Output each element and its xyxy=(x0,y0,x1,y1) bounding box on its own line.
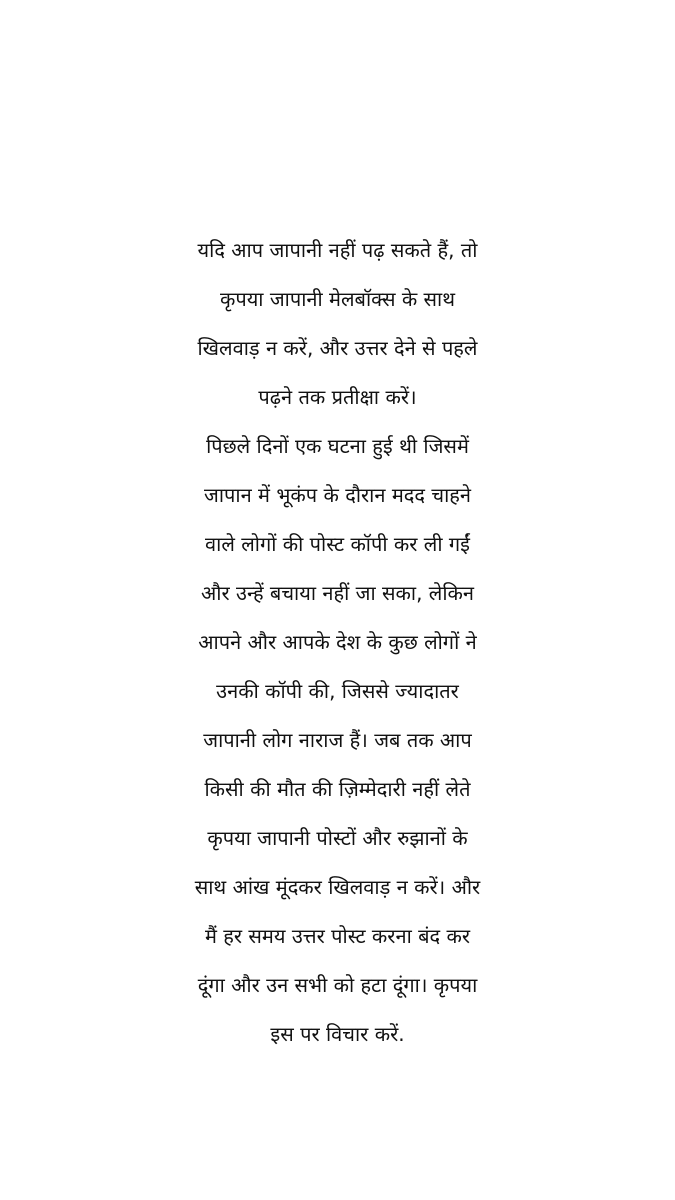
text-line: जापान में भूकंप के दौरान मदद चाहने xyxy=(204,483,471,507)
text-line: खिलवाड़ न करें, और उत्तर देने से पहले xyxy=(197,336,478,360)
text-line: पढ़ने तक प्रतीक्षा करें। xyxy=(258,385,417,409)
text-line: कृपया जापानी पोस्टों और रुझानों के xyxy=(207,826,468,850)
text-line: साथ आंख मूंदकर खिलवाड़ न करें। और xyxy=(194,875,481,899)
message-text xyxy=(0,226,675,1059)
text-line: और उन्हें बचाया नहीं जा सका, लेकिन xyxy=(201,581,474,605)
text-line: आपने और आपके देश के कुछ लोगों ने xyxy=(198,630,477,654)
text-line: वाले लोगों की पोस्ट कॉपी कर ली गईं xyxy=(205,532,470,556)
text-line: मैं हर समय उत्तर पोस्ट करना बंद कर xyxy=(204,924,471,948)
text-line: कृपया जापानी मेलबॉक्स के साथ xyxy=(219,287,456,311)
text-line: यदि आप जापानी नहीं पढ़ सकते हैं, तो xyxy=(197,238,478,262)
text-line: किसी की मौत की ज़िम्मेदारी नहीं लेते xyxy=(204,777,471,801)
text-line: पिछले दिनों एक घटना हुई थी जिसमें xyxy=(206,434,469,458)
text-line: इस पर विचार करें. xyxy=(270,1022,405,1046)
text-line: उनकी कॉपी की, जिससे ज्यादातर xyxy=(216,679,459,703)
text-line: जापानी लोग नाराज हैं। जब तक आप xyxy=(203,728,472,752)
text-line: दूंगा और उन सभी को हटा दूंगा। कृपया xyxy=(197,973,478,997)
